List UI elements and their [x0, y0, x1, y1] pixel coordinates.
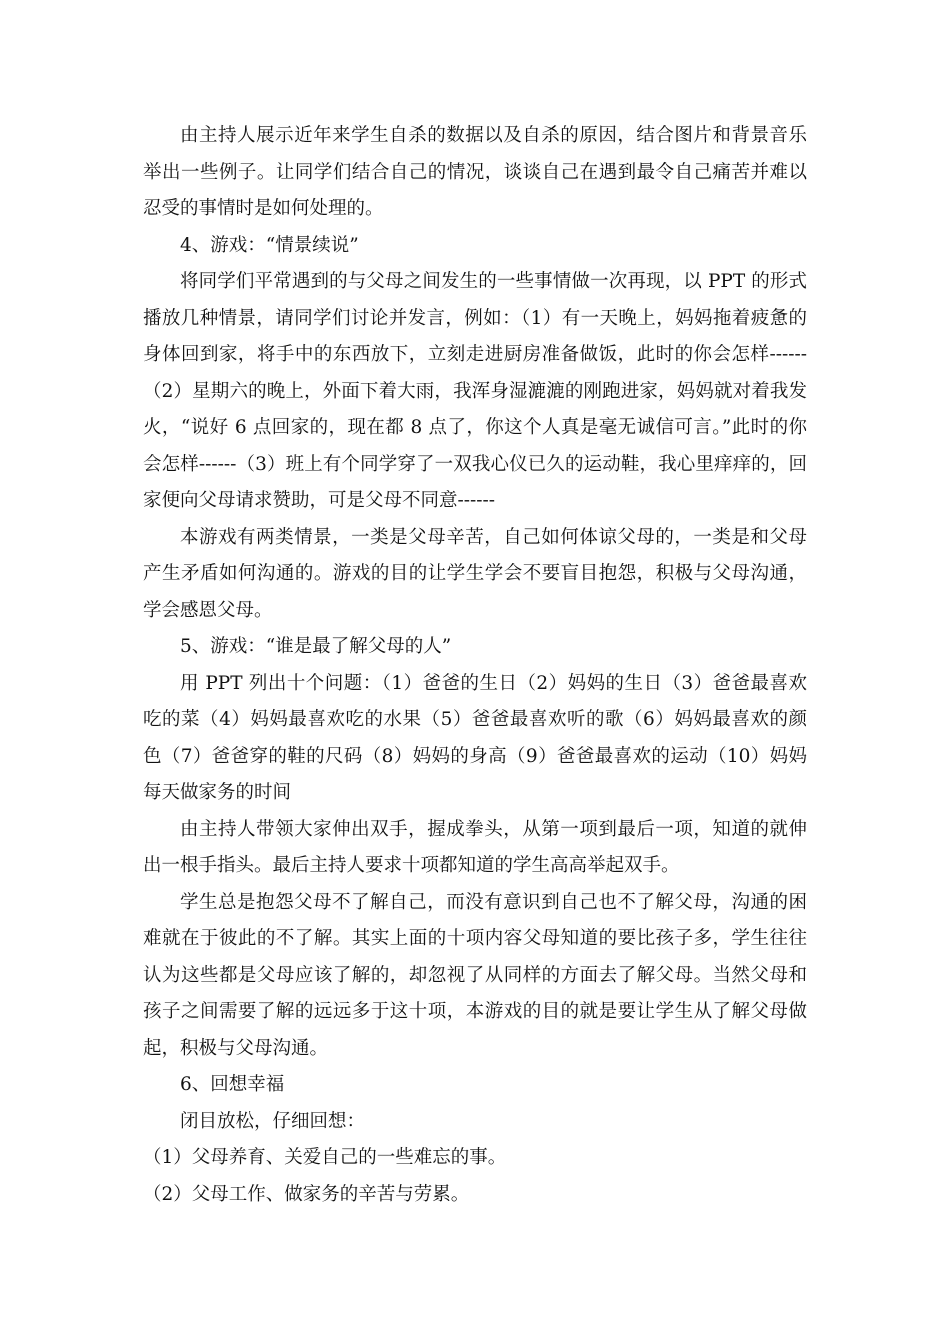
paragraph-intro: 由主持人展示近年来学生自杀的数据以及自杀的原因，结合图片和背景音乐举出一些例子。让同学们结合自己的情况，谈谈自己在遇到最令自己痛苦并难以忍受的事情时是如何处理的。	[143, 125, 807, 219]
paragraph-game-5-questions: 用 PPT 列出十个问题：（1）爸爸的生日（2）妈妈的生日（3）爸爸最喜欢吃的菜（4）妈妈最喜欢吃的水果（5）爸爸最喜欢听的歌（6）妈妈最喜欢的颜色（7）爸爸穿的鞋的尺码（8）妈妈的身高（9）爸爸最喜欢的运动（10）妈妈每天做家务的时间	[143, 672, 807, 803]
paragraph-game-5-procedure: 由主持人带领大家伸出双手，握成拳头，从第一项到最后一项，知道的就伸出一根手指头。最后主持人要求十项都知道的学生高高举起双手。	[143, 818, 807, 876]
paragraph-section-6-intro: 闭目放松，仔细回想：	[180, 1110, 366, 1132]
heading-game-5: 5、游戏：“谁是最了解父母的人”	[180, 636, 452, 657]
list-item-recall-2: （2）父母工作、做家务的辛苦与劳累。	[143, 1183, 470, 1205]
heading-game-4: 4、游戏：“情景续说”	[180, 234, 359, 256]
heading-section-6: 6、回想幸福	[180, 1074, 285, 1095]
paragraph-game-4-purpose: 本游戏有两类情景，一类是父母辛苦，自己如何体谅父母的，一类是和父母产生矛盾如何沟通的。游戏的目的让学生学会不要盲目抱怨，积极与父母沟通，学会感恩父母。	[143, 526, 807, 621]
paragraph-game-4-scenarios: 将同学们平常遇到的与父母之间发生的一些事情做一次再现，以 PPT 的形式播放几种情景，请同学们讨论并发言，例如：（1）有一天晚上，妈妈拖着疲惫的身体回到家，将手中的东西放下，立刻走进厨房准备做饭，此时的你会怎样------（2）星期六的晚上，外面下着大雨，我浑身湿漉漉的刚跑进家，妈妈就对着我发火，“说好 6 点回家的，现在都 8 点了，你这个人真是毫无诚信可言。”此时的你会怎样------（3）班上有个同学穿了一双我心仪已久的运动鞋，我心里痒痒的，回家便向父母请求赞助，可是父母不同意------	[143, 271, 807, 511]
list-item-recall-1: （1）父母养育、关爱自己的一些难忘的事。	[143, 1147, 507, 1168]
paragraph-game-5-purpose: 学生总是抱怨父母不了解自己，而没有意识到自己也不了解父母，沟通的困难就在于彼此的不了解。其实上面的十项内容父母知道的要比孩子多，学生往往认为这些都是父母应该了解的，却忽视了从同样的方面去了解父母。当然父母和孩子之间需要了解的远远多于这十项，本游戏的目的就是要让学生从了解父母做起，积极与父母沟通。	[143, 891, 807, 1059]
document-body	[143, 118, 807, 1213]
